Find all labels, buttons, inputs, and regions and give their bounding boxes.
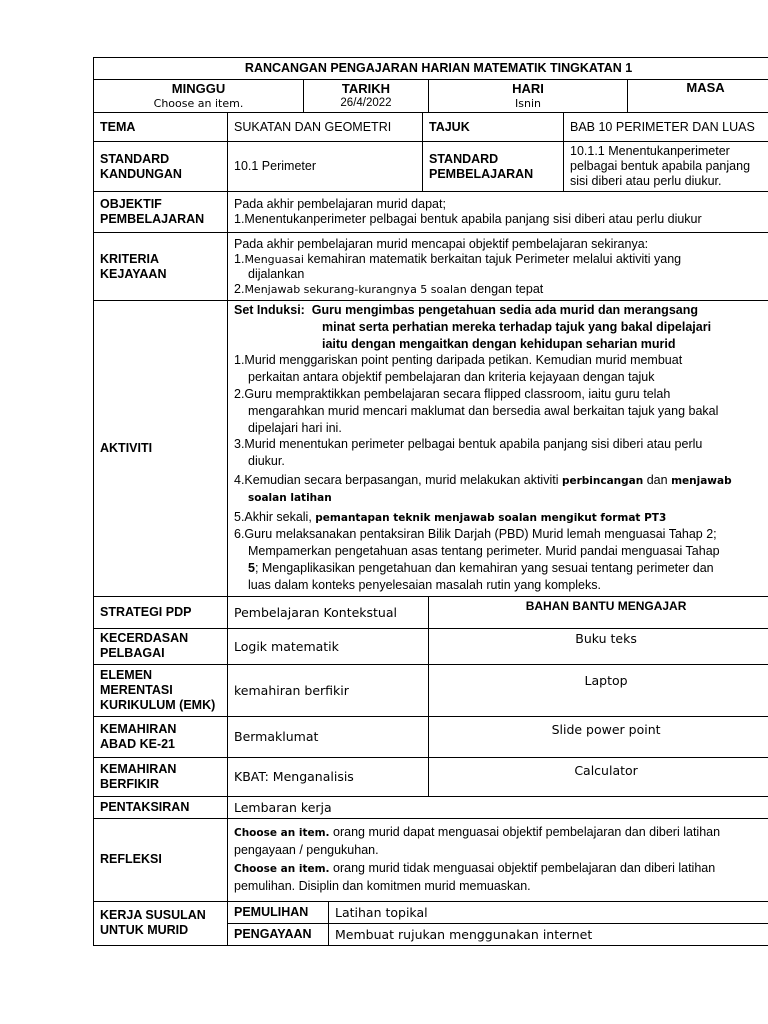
kecerdasan-value: Logik matematik <box>228 628 429 664</box>
standard-kandungan-value: 10.1 Perimeter <box>228 142 423 192</box>
objektif-value: Pada akhir pembelajaran murid dapat; 1.Menentukanperimeter pelbagai bentuk apabila panjang sisi diberi atau perlu diukur <box>228 192 768 233</box>
pengayaan-label: PENGAYAAN <box>228 923 329 945</box>
kecerdasan-label: KECERDASAN PELBAGAI <box>94 628 228 664</box>
kriteria-value: Pada akhir pembelajaran murid mencapai objektif pembelajaran sekiranya: 1.Menguasai kemahiran matematik berkaitan tajuk Perimeter melalui aktiviti yang dijalankan 2.Menjawab sekurang-kurangnya 5 soalan dengan tepat <box>228 233 768 301</box>
tema-label: TEMA <box>94 113 228 142</box>
strategi-value: Pembelajaran Kontekstual <box>228 596 429 628</box>
aktiviti-value: Set Induksi: Guru mengimbas pengetahuan sedia ada murid dan merangsang minat serta perhatian mereka terhadap tajuk yang bakal dipelajari iaitu dengan mengaitkan dengan kehidupan seharian murid 1.Murid menggariskan point penting daripada petikan. Kemudian murid membuat perkaitan antara objektif pembelajaran dan kriteria kejayaan dengan tajuk 2.Guru mempraktikkan pembelajaran secara flipped classroom, iaitu guru telah mengarahkan murid mencari maklumat dan bersedia awal berkaitan tajuk yang bakal dipelajari hari ini. 3.Murid menentukan perimeter pelbagai bentuk apabila panjang sisi diberi atau perlu diukur. 4.Kemudian secara berpasangan, murid melakukan aktiviti perbincangan dan menjawab soalan latihan 5.Akhir sekali, pemantapan teknik menjawab soalan mengikut format PT3 6.Guru melaksanakan pentaksiran Bilik Darjah (PBD) Murid lemah menguasai Tahap 2; Mempamerkan pengetahuan asas tentang perimeter. Murid pandai menguasai Tahap 5; Mengaplikasikan pengetahuan dan kemahiran yang sesuai tentang perimeter dan luas dalam konteks penyelesaian masalah rutin yang kompleks. <box>228 301 768 597</box>
masa-cell <box>628 80 768 113</box>
tema-value: SUKATAN DAN GEOMETRI <box>228 113 423 142</box>
minggu-select[interactable]: Choose an item. <box>153 97 244 110</box>
aktiviti-label: AKTIVITI <box>94 301 228 597</box>
abad21-value: Bermaklumat <box>228 716 429 757</box>
abad21-label: KEMAHIRAN ABAD KE-21 <box>94 716 228 757</box>
bbm-buku-teks: Buku teks <box>429 628 768 664</box>
tarikh-label: TARIKH <box>341 81 391 96</box>
berfikir-label: KEMAHIRAN BERFIKIR <box>94 757 228 796</box>
hari-value: Isnin <box>515 97 541 110</box>
refleksi-select-1[interactable]: Choose an item. <box>234 826 330 839</box>
emk-label: ELEMEN MERENTASI KURIKULUM (EMK) <box>94 664 228 716</box>
hari-cell <box>429 80 628 113</box>
pemulihan-value: Latihan topikal <box>329 901 768 923</box>
refleksi-label: REFLEKSI <box>94 818 228 901</box>
minggu-label: MINGGU <box>171 81 226 96</box>
pentaksiran-value: Lembaran kerja <box>228 796 768 818</box>
pemulihan-label: PEMULIHAN <box>228 901 329 923</box>
bbm-slide: Slide power point <box>429 716 768 757</box>
kriteria-label: KRITERIA KEJAYAAN <box>94 233 228 301</box>
lesson-plan-table <box>93 57 768 946</box>
document-title: RANCANGAN PENGAJARAN HARIAN MATEMATIK TINGKATAN 1 <box>94 58 768 80</box>
refleksi-select-2[interactable]: Choose an item. <box>234 862 330 875</box>
kerja-susulan-label: KERJA SUSULAN UNTUK MURID <box>94 901 228 945</box>
objektif-label: OBJEKTIF PEMBELAJARAN <box>94 192 228 233</box>
minggu-cell <box>94 80 304 113</box>
strategi-label: STRATEGI PDP <box>94 596 228 628</box>
standard-pembelajaran-value: 10.1.1 Menentukanperimeter pelbagai bentuk apabila panjang sisi diberi atau perlu diukur. <box>564 142 768 192</box>
masa-label: MASA <box>686 80 725 95</box>
pengayaan-value: Membuat rujukan menggunakan internet <box>329 923 768 945</box>
berfikir-value: KBAT: Menganalisis <box>228 757 429 796</box>
tajuk-label: TAJUK <box>423 113 564 142</box>
bbm-header: BAHAN BANTU MENGAJAR <box>429 596 768 628</box>
standard-pembelajaran-label: STANDARD PEMBELAJARAN <box>423 142 564 192</box>
tarikh-cell <box>304 80 429 113</box>
pentaksiran-label: PENTAKSIRAN <box>94 796 228 818</box>
hari-label: HARI <box>512 81 544 96</box>
bbm-laptop: Laptop <box>429 664 768 716</box>
tarikh-value: 26/4/2022 <box>340 97 392 109</box>
standard-kandungan-label: STANDARD KANDUNGAN <box>94 142 228 192</box>
tajuk-value: BAB 10 PERIMETER DAN LUAS <box>564 113 768 142</box>
bbm-calculator: Calculator <box>429 757 768 796</box>
refleksi-value: Choose an item. orang murid dapat menguasai objektif pembelajaran dan diberi latihan pengayaan / pengukuhan. Choose an item. orang murid tidak menguasai objektif pembelajaran dan diberi latihan pemulihan. Disiplin dan komitmen murid memuaskan. <box>228 818 768 901</box>
emk-value: kemahiran berfikir <box>228 664 429 716</box>
